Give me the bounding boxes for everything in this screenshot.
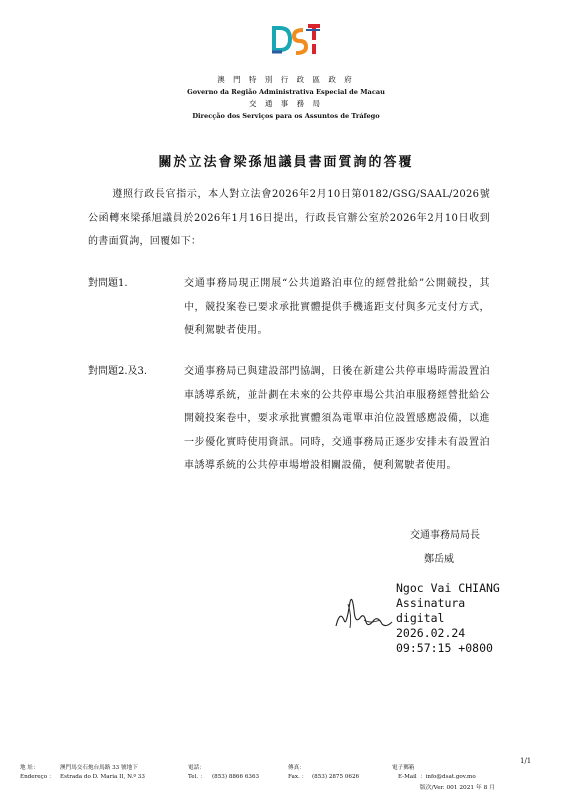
intro-paragraph: [88, 183, 490, 254]
digital-signature-label-2: digital: [396, 611, 445, 625]
email-label-zh: 電子郵箱: [392, 765, 415, 771]
handwritten-signature: [330, 590, 398, 636]
signatory-name: 鄭岳威: [424, 553, 454, 565]
dsat-logo: [270, 20, 322, 62]
email-address: ：info@dsat.gov.mo: [420, 774, 476, 780]
department-name-zh: 交 通 事 務 局: [248, 99, 324, 108]
digital-signature-date: 2026.02.24: [396, 626, 466, 640]
intro-text: 遵照行政長官指示，本人對立法會2026年2月10日第0182/GSG/SAAL/2026號公函轉來梁孫旭議員於2026年1月16日提出，行政長官辦公室於2026年2月10日收到的書面質詢，回覆如下：: [88, 189, 490, 247]
version-info: 版次/Ver. 001 2021 年 8 月: [420, 785, 495, 791]
tel-label-zh: 電話：: [188, 765, 205, 771]
answer-1-label: 對問題1.: [88, 278, 128, 289]
digital-signature: [396, 581, 500, 656]
email-label-pt: E-Mail: [398, 774, 417, 780]
document-title: 關於立法會梁孫旭議員書面質詢的答覆: [158, 155, 414, 170]
fax-label-zh: 傳真：: [288, 765, 305, 771]
footer: [20, 764, 560, 782]
answer-1-text: 交通事務局現正開展“公共道路泊車位的經營批給”公開競投，其中，競投案卷已要求承批實體提供手機遙距支付與多元支付方式，便利駕駛者使用。: [184, 278, 490, 336]
government-header: [0, 74, 572, 122]
digital-signature-time: 09:57:15 +0800: [396, 641, 493, 655]
tel-number: (853) 8866 6363: [212, 774, 260, 780]
fax-number: (853) 2875 0626: [312, 774, 360, 780]
signatory-title: 交通事務局局長: [410, 530, 480, 541]
signatory-block: [370, 524, 480, 571]
tel-label-pt: Tel. ：: [188, 774, 206, 780]
page-number: 1/1: [520, 757, 532, 765]
digital-signature-label: Assinatura: [396, 596, 466, 610]
government-name-zh: 澳 門 特 別 行 政 區 政 府: [217, 75, 355, 84]
address-label-pt: Endereço ：: [20, 774, 55, 780]
digital-signature-name: Ngoc Vai CHIANG: [396, 581, 500, 595]
department-name-pt: Direcção dos Serviços para os Assuntos de Tráfego: [192, 112, 380, 120]
fax-label-pt: Fax. ：: [288, 774, 308, 780]
answer-2-3-label: 對問題2.及3.: [88, 366, 148, 377]
answer-2-3-text: 交通事務局已與建設部門協調，日後在新建公共停車場時需設置泊車誘導系統，並計劃在未來的公共停車場公共泊車服務經營批給公開競投案卷中，要求承批實體須為電單車泊位設置感應設備，以進一步優化實時使用資訊。同時，交通事務局正逐步安排未有設置泊車誘導系統的公共停車場增設相關設備，便利駕駛者使用。: [184, 366, 490, 471]
address-zh: 澳門馬交石炮台馬路 33 號地下: [60, 765, 138, 771]
address-pt: Estrada do D. Maria II, N.º 33: [60, 774, 145, 780]
address-label-zh: 地 址：: [20, 765, 39, 771]
government-name-pt: Governo da Região Administrativa Especial de Macau: [187, 88, 385, 96]
